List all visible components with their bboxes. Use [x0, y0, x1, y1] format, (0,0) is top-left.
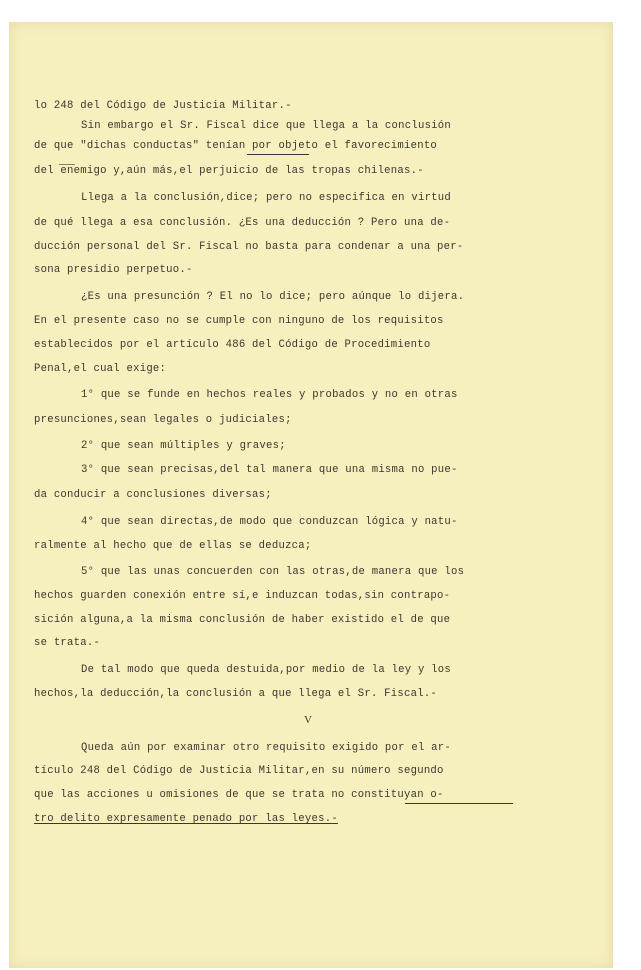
- text-line: que las acciones u omisiones de que se trata no constituyan o-: [34, 789, 444, 801]
- section-numeral: V: [304, 714, 312, 726]
- list-item: 2° que sean múltiples y graves;: [81, 440, 286, 452]
- text-line: Penal,el cual exige:: [34, 363, 167, 375]
- text-line: del enemigo y,aún más,el perjuicio de las tropas chilenas.-: [34, 165, 424, 177]
- text-line: sona presidio perpetuo.-: [34, 264, 193, 276]
- text-line: Queda aún por examinar otro requisito exigido por el ar-: [81, 742, 452, 754]
- text-line: tro delito expresamente penado por las leyes.-: [34, 813, 338, 825]
- text-line: sición alguna,a la misma conclusión de haber existido el de que: [34, 614, 451, 626]
- text-line: tículo 248 del Código de Justicia Militar,en su número segundo: [34, 765, 444, 777]
- list-item: 3° que sean precisas,del tal manera que una misma no pue-: [81, 464, 458, 476]
- text-line: De tal modo que queda destuida,por medio de la ley y los: [81, 664, 452, 676]
- text-line: presunciones,sean legales o judiciales;: [34, 414, 292, 426]
- text-line: ¿Es una presunción ? El no lo dice; pero aúnque lo dijera.: [81, 291, 465, 303]
- text-line: ralmente al hecho que de ellas se deduzca;: [34, 540, 312, 552]
- list-item: 5° que las unas concuerden con las otras,de manera que los: [81, 566, 465, 578]
- text-line: Llega a la conclusión,dice; pero no especifica en virtud: [81, 192, 452, 204]
- underline-mark: [405, 803, 513, 804]
- text-line: hechos,la deducción,la conclusión a que llega el Sr. Fiscal.-: [34, 688, 438, 700]
- list-item: 1° que se funde en hechos reales y probados y no en otras: [81, 389, 458, 401]
- text-line: lo 248 del Código de Justicia Militar.-: [34, 100, 292, 112]
- text-line: En el presente caso no se cumple con ninguno de los requisitos: [34, 315, 444, 327]
- underline-mark: [247, 154, 309, 155]
- text-line: establecidos por el artículo 486 del Código de Procedimiento: [34, 339, 431, 351]
- text-line: de qué llega a esa conclusión. ¿Es una deducción ? Pero una de-: [34, 217, 451, 229]
- text-line: hechos guarden conexión entre sí,e induzcan todas,sin contrapo-: [34, 590, 451, 602]
- document-page: [9, 22, 613, 968]
- list-item: 4° que sean directas,de modo que conduzcan lógica y natu-: [81, 516, 458, 528]
- underline-mark: [59, 164, 75, 165]
- text-line: de que "dichas conductas" tenían por objeto el favorecimiento: [34, 140, 438, 152]
- text-line: da conducir a conclusiones diversas;: [34, 489, 272, 501]
- text-line: se trata.-: [34, 637, 101, 649]
- text-line: ducción personal del Sr. Fiscal no basta para condenar a una per-: [34, 241, 464, 253]
- text-line: Sin embargo el Sr. Fiscal dice que llega a la conclusión: [81, 120, 452, 132]
